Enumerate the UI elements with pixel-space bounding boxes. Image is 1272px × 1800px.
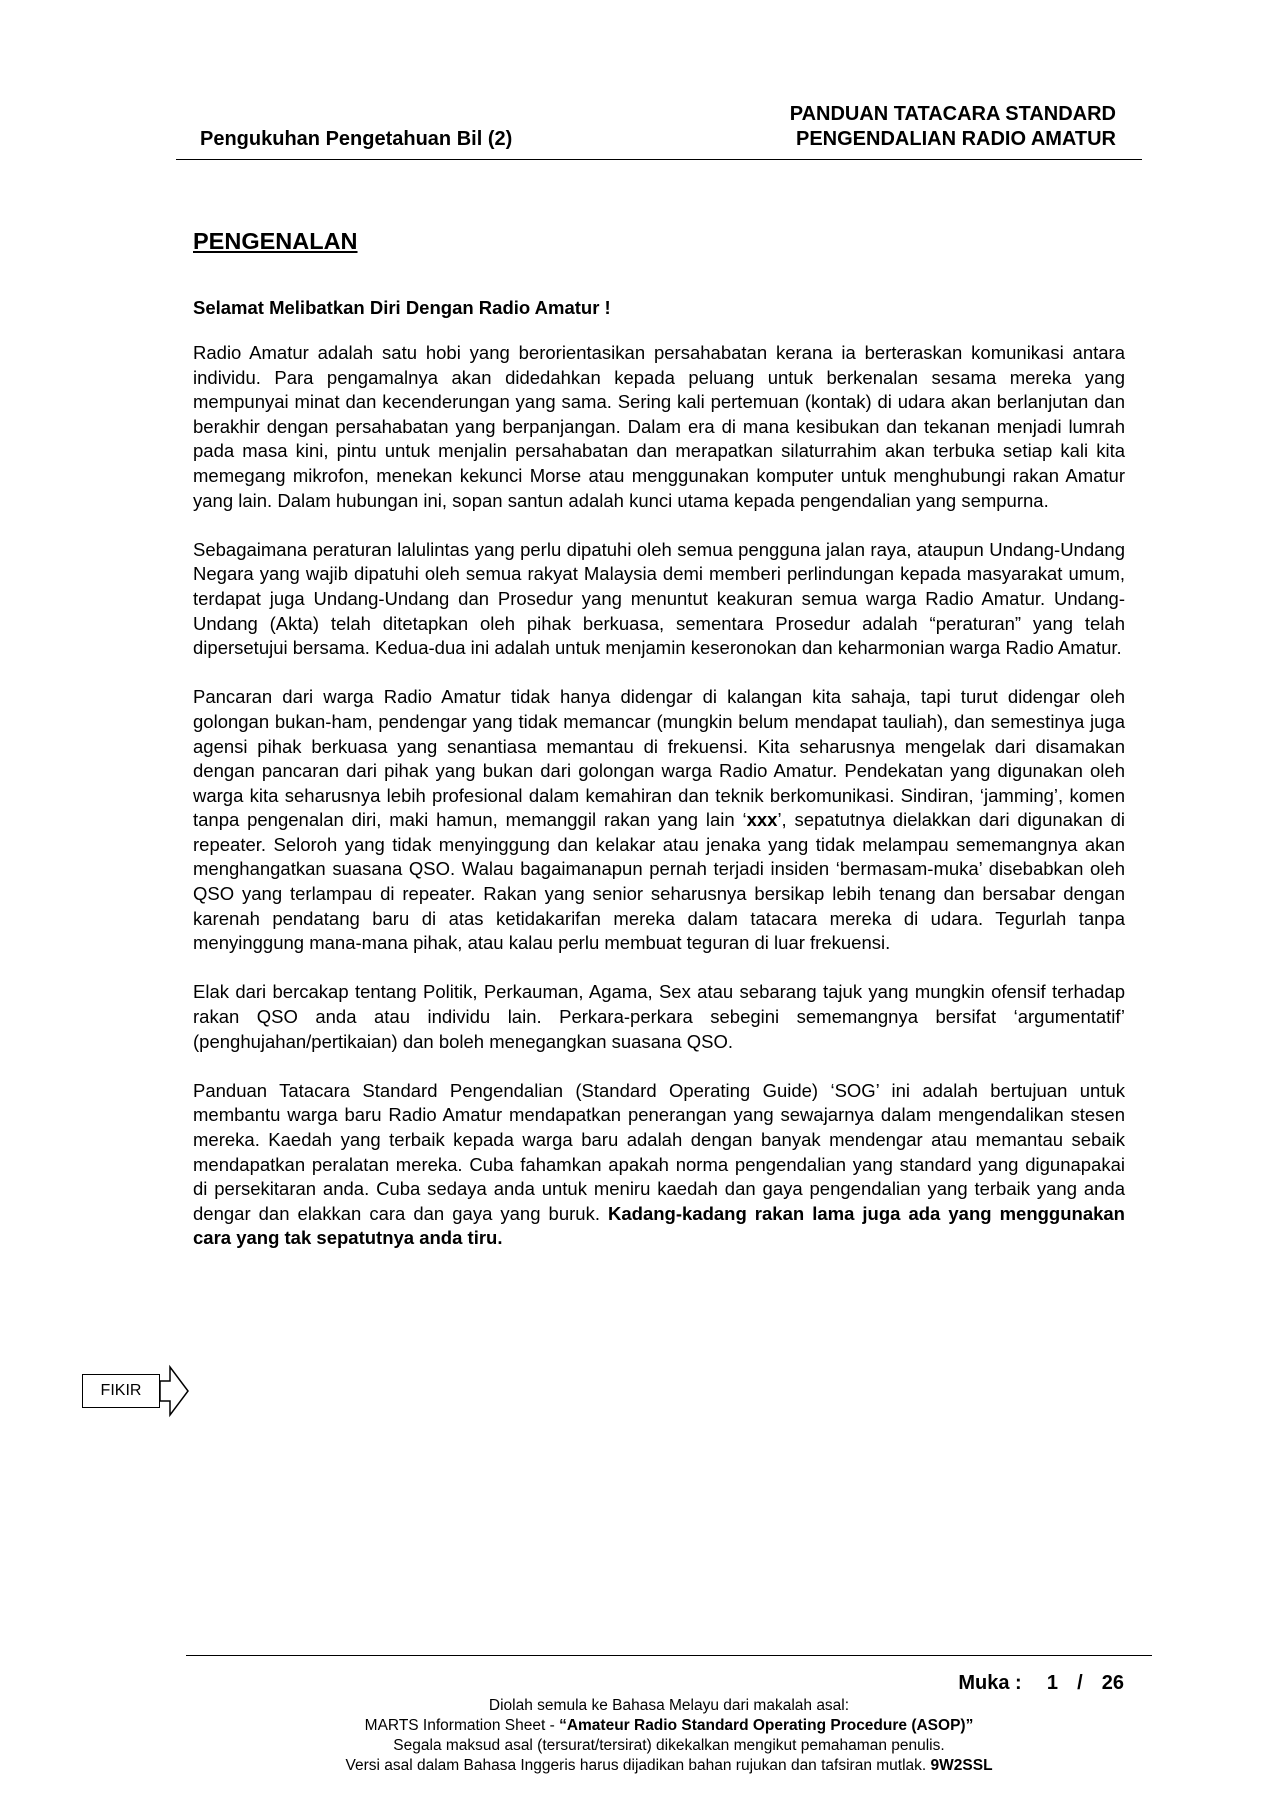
- footer-line-2-bold: “Amateur Radio Standard Operating Procedure (ASOP)”: [559, 1717, 974, 1734]
- header-right-line2: PENGENDALIAN RADIO AMATUR: [796, 128, 1116, 150]
- paragraph-3-part-a: Pancaran dari warga Radio Amatur tidak hanya didengar di kalangan kita sahaja, tapi turut didengar oleh golongan bukan-ham, pendengar yang tidak memancar (mungkin belum mendapat tauliah), dan semestinya juga agensi pihak berkuasa yang senantiasa memantau di frekuensi. Kita seharusnya mengelak dari disamakan dengan pancaran dari pihak yang bukan dari golongan warga Radio Amatur. Pendekatan yang digunakan oleh warga kita seharusnya lebih profesional dalam kemahiran dan teknik berkomunikasi. Sindiran, ‘jamming’, komen tanpa pengenalan diri, maki hamun, memanggil rakan yang lain ‘: [193, 686, 1125, 831]
- paragraph-5-text: [193, 1079, 1125, 1251]
- paragraph-5: [193, 1079, 1125, 1251]
- paragraph-5-part-a: Panduan Tatacara Standard Pengendalian (Standard Operating Guide) ‘SOG’ ini adalah bertujuan untuk membantu warga baru Radio Amatur mendapatkan penerangan yang sewajarnya dalam mengendalikan stesen mereka. Kaedah yang terbaik kepada warga baru adalah dengan banyak mendengar atau memantau sebaik mendapatkan peralatan mereka. Cuba fahamkan apakah norma pengendalian yang standard yang digunapakai di persekitaran anda. Cuba sedaya anda untuk meniru kaedah dan gaya pengendalian yang terbaik yang anda dengar dan elakkan cara dan gaya yang buruk.: [193, 1079, 1125, 1224]
- header-right-line1: PANDUAN TATACARA STANDARD: [789, 103, 1116, 125]
- paragraph-3-text: [193, 685, 1125, 956]
- paragraph-4-text: Elak dari bercakap tentang Politik, Perkauman, Agama, Sex atau sebarang tajuk yang mungkin ofensif terhadap rakan QSO anda atau individu lain. Perkara-perkara sebegini sememangnya bersifat ‘argumentatif’ (penghujahan/pertikaian) dan boleh menegangkan suasana QSO.: [193, 981, 1125, 1052]
- paragraph-5-bold: Kadang-kadang rakan lama juga ada yang menggunakan cara yang tak sepatutnya anda tiru.: [193, 1202, 1125, 1249]
- footer-divider: [186, 1655, 1152, 1656]
- arrow-right-icon: [160, 1363, 190, 1419]
- header-divider: [176, 159, 1142, 160]
- footer-notes: [186, 1696, 1152, 1776]
- page-number-total: 26: [1101, 1672, 1124, 1694]
- document-body: [193, 228, 1125, 1276]
- page-number: [958, 1672, 1124, 1695]
- header-right-title: [790, 102, 1116, 152]
- footer-line-4-bold: 9W2SSL: [930, 1757, 993, 1774]
- page-subtitle: Selamat Melibatkan Diri Dengan Radio Amatur !: [193, 297, 611, 318]
- paragraph-1-text: Radio Amatur adalah satu hobi yang berorientasikan persahabatan kerana ia berteraskan komunikasi antara individu. Para pengamalnya akan didedahkan kepada peluang untuk berkenalan sesama mereka yang mempunyai minat dan kecenderungan yang sama. Sering kali pertemuan (kontak) di udara akan berlanjutan dan berakhir dengan persahabatan yang berpanjangan. Dalam era di mana kesibukan dan tekanan menjadi lumrah pada masa kini, pintu untuk menjalin persahabatan dan merapatkan silaturrahim akan terbuka setiap kali kita memegang mikrofon, menekan kekunci Morse atau menggunakan komputer untuk menghubungi rakan Amatur yang lain. Dalam hubungan ini, sopan santun adalah kunci utama kepada pengendalian yang sempurna.: [193, 342, 1125, 511]
- footer-line-3: Segala maksud asal (tersurat/tersirat) dikekalkan mengikut pemahaman penulis.: [393, 1737, 945, 1754]
- page-number-separator: /: [1077, 1672, 1083, 1694]
- fikir-note-box: FIKIR: [82, 1374, 160, 1408]
- page-title: PENGENALAN: [193, 228, 358, 254]
- paragraph-4: [193, 980, 1125, 1054]
- header-left-title: Pengukuhan Pengetahuan Bil (2): [200, 128, 513, 150]
- page-number-current: 1: [1046, 1672, 1058, 1694]
- paragraph-2-text: Sebagaimana peraturan lalulintas yang perlu dipatuhi oleh semua pengguna jalan raya, ataupun Undang-Undang Negara yang wajib dipatuhi oleh semua rakyat Malaysia demi memberi perlindungan kepada masyarakat umum, terdapat juga Undang-Undang dan Prosedur yang menuntut keakuran semua warga Radio Amatur. Undang-Undang (Akta) telah ditetapkan oleh pihak berkuasa, sementara Prosedur adalah “peraturan” yang telah dipersetujui bersama. Kedua-dua ini adalah untuk menjamin keseronokan dan keharmonian warga Radio Amatur.: [193, 538, 1125, 659]
- paragraph-1: [193, 341, 1125, 513]
- footer-line-2-text: MARTS Information Sheet -: [364, 1717, 560, 1734]
- footer-line-4: [186, 1756, 1152, 1776]
- footer-line-1: Diolah semula ke Bahasa Melayu dari makalah asal:: [488, 1697, 850, 1714]
- paragraph-3: [193, 685, 1125, 956]
- footer-line-2: [186, 1716, 1152, 1736]
- page-number-label: Muka :: [958, 1672, 1022, 1694]
- paragraph-3-bold: xxx: [746, 809, 778, 831]
- footer-line-4-text: Versi asal dalam Bahasa Inggeris harus dijadikan bahan rujukan dan tafsiran mutlak.: [345, 1757, 931, 1774]
- paragraph-2: [193, 538, 1125, 661]
- paragraph-3-part-b: ’, sepatutnya dielakkan dari digunakan di repeater. Seloroh yang tidak menyinggung dan kelakar atau jenaka yang tidak melampau sememangnya akan menghangatkan suasana QSO. Walau bagaimanapun pernah terjadi insiden ‘bermasam-muka’ disebabkan oleh QSO yang terlampau di repeater. Rakan yang senior seharusnya bersikap lebih tenang dan bersabar dengan karenah pendatang baru di atas ketidakarifan mereka dalam tatacara mereka di udara. Tegurlah tanpa menyinggung mana-mana pihak, atau kalau perlu membuat teguran di luar frekuensi.: [193, 809, 1125, 954]
